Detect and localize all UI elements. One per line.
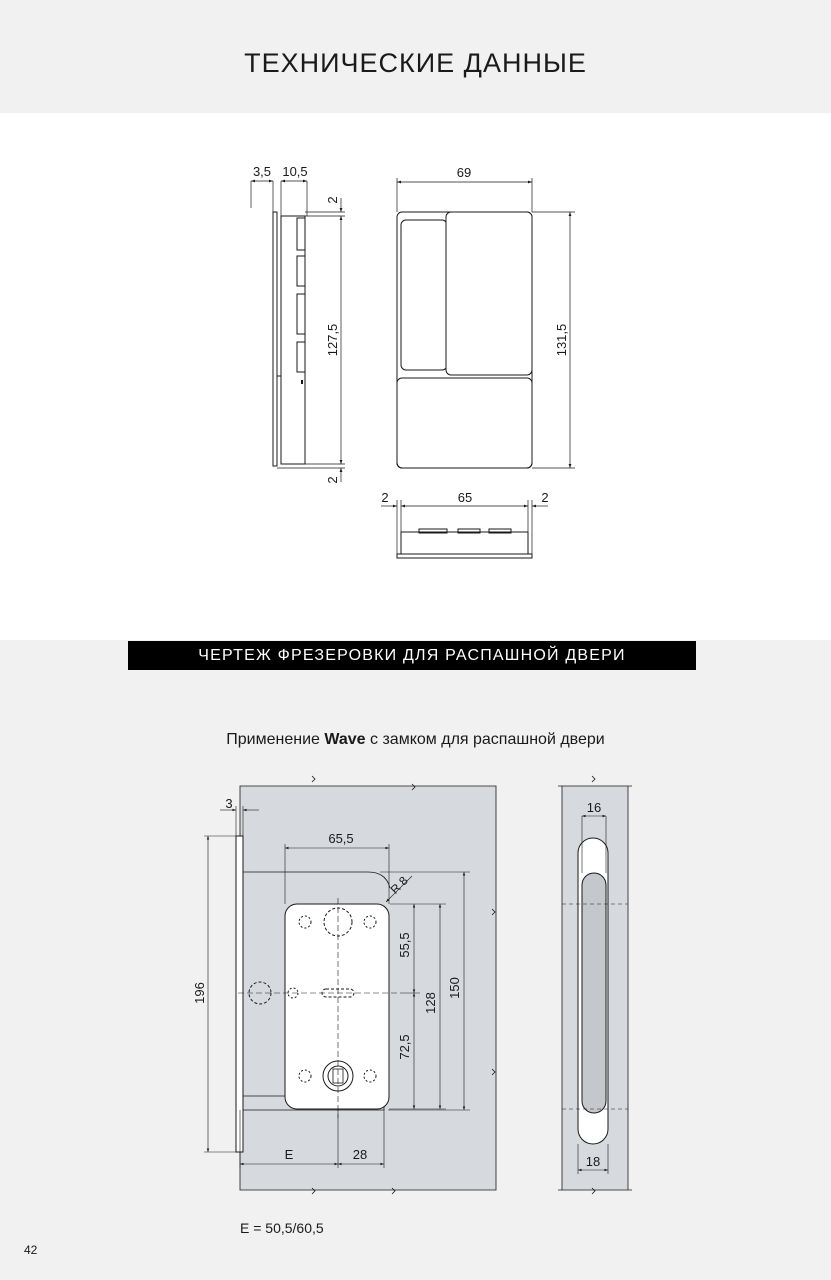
page-number: 42 — [24, 1243, 38, 1257]
dim-mill-r8: R 8 — [387, 873, 411, 897]
footnote: E = 50,5/60,5 — [240, 1220, 324, 1236]
dim-bottom-65: 65 — [457, 490, 473, 505]
dim-mill-28: 28 — [352, 1147, 368, 1162]
dim-mill-128: 128 — [423, 992, 438, 1014]
dim-mill-150: 150 — [447, 977, 462, 999]
dim-mill-72-5: 72,5 — [397, 1034, 412, 1060]
dim-mill-65-5: 65,5 — [328, 831, 354, 846]
dim-mill-3: 3 — [225, 796, 233, 811]
dim-bottom-2-left: 2 — [381, 490, 389, 505]
dim-mill-e: E — [284, 1147, 294, 1162]
dim-side-gap-bottom: 2 — [325, 476, 340, 484]
dim-front-69: 69 — [456, 165, 472, 180]
dim-front-131-5: 131,5 — [554, 323, 569, 357]
dim-bottom-2-right: 2 — [541, 490, 549, 505]
dim-side-10-5: 10,5 — [282, 164, 308, 179]
front-view — [397, 178, 575, 468]
dim-mill-16: 16 — [586, 800, 602, 815]
bottom-view — [381, 500, 548, 558]
dim-side-127-5: 127,5 — [325, 323, 340, 357]
milling-side-section — [558, 776, 632, 1194]
dim-mill-55-5: 55,5 — [397, 932, 412, 958]
dim-mill-18: 18 — [585, 1154, 601, 1169]
subtitle-suffix: с замком для распашной двери — [365, 731, 605, 748]
dim-side-gap-top: 2 — [325, 196, 340, 204]
dim-mill-196: 196 — [192, 982, 207, 1004]
subtitle-brand: Wave — [324, 731, 366, 748]
section-title-bar: ЧЕРТЕЖ ФРЕЗЕРОВКИ ДЛЯ РАСПАШНОЙ ДВЕРИ — [128, 641, 696, 670]
subtitle-prefix: Применение — [226, 731, 325, 748]
page-title: ТЕХНИЧЕСКИЕ ДАННЫЕ — [244, 48, 587, 78]
dim-side-3-5: 3,5 — [252, 164, 272, 179]
